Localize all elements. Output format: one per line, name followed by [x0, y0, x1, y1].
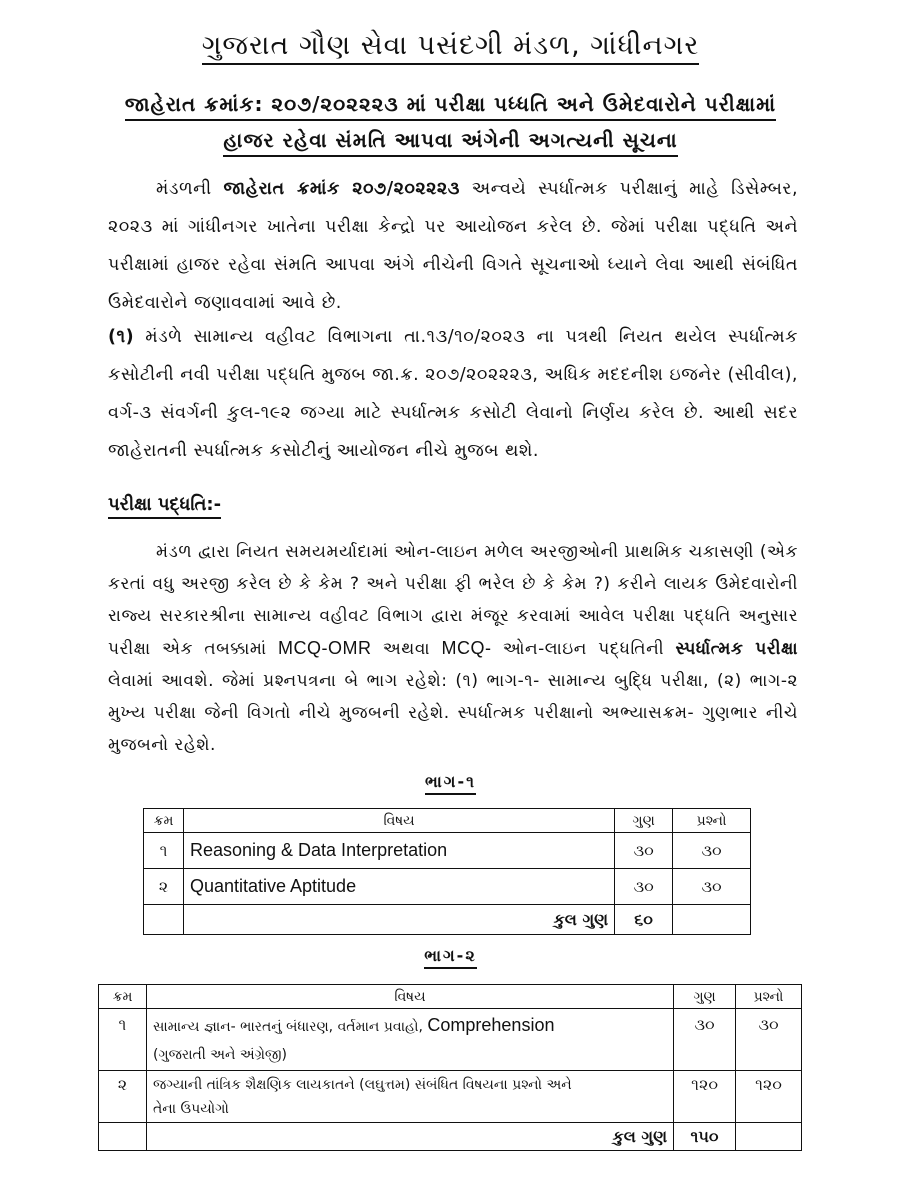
intro-paragraph: મંડળની જાહેરાત ક્રમાંક ૨૦૭/૨૦૨૨૨૩ અન્વયે સ્પર્ધાત્મક પરીક્ષાનું માહે ડિસેમ્બર, ૨૦૨૩ માં ગાંધીનગર ખાતેના પરીક્ષા કેન્દ્રો પર આયોજન કરેલ છે. જેમાં પરીક્ષા પદ્ધતિ અને પરીક્ષામાં હાજર રહેવા સંમતિ આપવા અંગે નીચેની વિગતે સૂચનાઓ ધ્યાને લેવા આથી સંબંધિત ઉમેદવારોને જણાવવામાં આવે છે. — [108, 179, 799, 313]
notice-subtitle-line2: હાજર રહેવા સંમતિ આપવા અંગેની અગત્યની સૂચના — [0, 128, 901, 152]
total-marks: ૧૫૦ — [674, 1123, 736, 1151]
table-header-row — [144, 809, 751, 833]
part1-table — [143, 808, 751, 935]
part1-caption: ભાગ-૧ — [0, 772, 901, 792]
part2-caption: ભાગ-૨ — [0, 946, 901, 966]
exam-mode-omr: MCQ-OMR — [277, 638, 372, 658]
table-row: ૨ Quantitative Aptitude ૩૦ ૩૦ — [144, 869, 751, 905]
advertisement-number: જાહેરાત ક્રમાંક ૨૦૭/૨૦૨૨૨૩ — [223, 179, 460, 199]
part2-table — [98, 984, 802, 1151]
exam-method-paragraph: મંડળ દ્વારા નિયત સમયમર્યાદામાં ઓન-લાઇન મળેલ અરજીઓની પ્રાથમિક ચકાસણી (એક કરતાં વધુ અરજી કરેલ છે કે કેમ ? અને પરીક્ષા ફી ભરેલ છે કે કેમ ?) કરીને લાયક ઉમેદવારોની રાજ્ય સરકારશ્રીના સામાન્ય વહીવટ વિભાગ દ્વારા મંજૂર કરવામાં આવેલ પરીક્ષા પદ્ધતિ અનુસાર પરીક્ષા એક તબક્કામાં MCQ-OMR અથવા MCQ- ઓન-લાઇન પદ્ધતિની સ્પર્ધાત્મક પરીક્ષા લેવામાં આવશે. જેમાં પ્રશ્નપત્રના બે ભાગ રહેશે: (૧) ભાગ-૧- સામાન્ય બુદ્ધિ પરીક્ષા, (૨) ભાગ-૨ મુખ્ય પરીક્ષા જેની વિગતો નીચે મુજબની રહેશે. સ્પર્ધાત્મક પરીક્ષાનો અભ્યાસક્રમ- ગુણભાર નીચે મુજબનો રહેશે. — [108, 542, 798, 755]
table-row: ૧ સામાન્ય જ્ઞાન- ભારતનું બંધારણ, વર્તમાન પ્રવાહો, Comprehension (ગુજરાતી અને અંગ્રેજી) ૩૦ ૩૦ — [99, 1009, 802, 1071]
board-name: ગુજરાત ગૌણ સેવા પસંદગી મંડળ, ગાંધીનગર — [202, 30, 700, 65]
header-cell: ગુણ — [674, 985, 736, 1009]
table-row: ૨ જગ્યાની તાંત્રિક શૈક્ષણિક લાયકાતને (લઘુત્તમ) સંબંધિત વિષયના પ્રશ્નો અને તેના ઉપયોગો ૧૨૦ ૧૨૦ — [99, 1071, 802, 1123]
header-cell: ગુણ — [615, 809, 673, 833]
table-row: ૧ Reasoning & Data Interpretation ૩૦ ૩૦ — [144, 833, 751, 869]
table-total-row: કુલ ગુણ ૧૫૦ — [99, 1123, 802, 1151]
header-cell: વિષય — [183, 809, 614, 833]
notice-subtitle-line1: જાહેરાત ક્રમાંક: ૨૦૭/૨૦૨૨૨૩ માં પરીક્ષા પધ્ધતિ અને ઉમેદવારોને પરીક્ષામાં — [0, 92, 901, 116]
point-number: (૧) — [108, 327, 135, 347]
header-cell: ક્રમ — [144, 809, 184, 833]
exam-method-heading: પરીક્ષા પદ્ધતિ:- — [108, 494, 221, 515]
page-title — [0, 30, 901, 62]
header-cell: ક્રમ — [99, 985, 147, 1009]
point-1-paragraph: (૧) મંડળે સામાન્ય વહીવટ વિભાગના તા.૧૩/૧૦/૨૦૨૩ ના પત્રથી નિયત થયેલ સ્પર્ધાત્મક કસોટીની નવી પરીક્ષા પદ્ધતિ મુજબ જા.ક્ર. ૨૦૭/૨૦૨૨૨૩, અધિક મદદનીશ ઇજનેર (સીવીલ), વર્ગ-૩ સંવર્ગની કુલ-૧૯૨ જગ્યા માટે સ્પર્ધાત્મક કસોટી લેવાનો નિર્ણય કરેલ છે. આથી સદર જાહેરાતની સ્પર્ધાત્મક કસોટીનું આયોજન નીચે મુજબ થશે. — [108, 327, 798, 461]
exam-mode-online: MCQ- — [441, 638, 492, 658]
total-marks: ૬૦ — [615, 905, 673, 935]
header-cell: વિષય — [146, 985, 673, 1009]
table-header-row — [99, 985, 802, 1009]
header-cell: પ્રશ્નો — [673, 809, 751, 833]
header-cell: પ્રશ્નો — [736, 985, 802, 1009]
table-total-row: કુલ ગુણ ૬૦ — [144, 905, 751, 935]
